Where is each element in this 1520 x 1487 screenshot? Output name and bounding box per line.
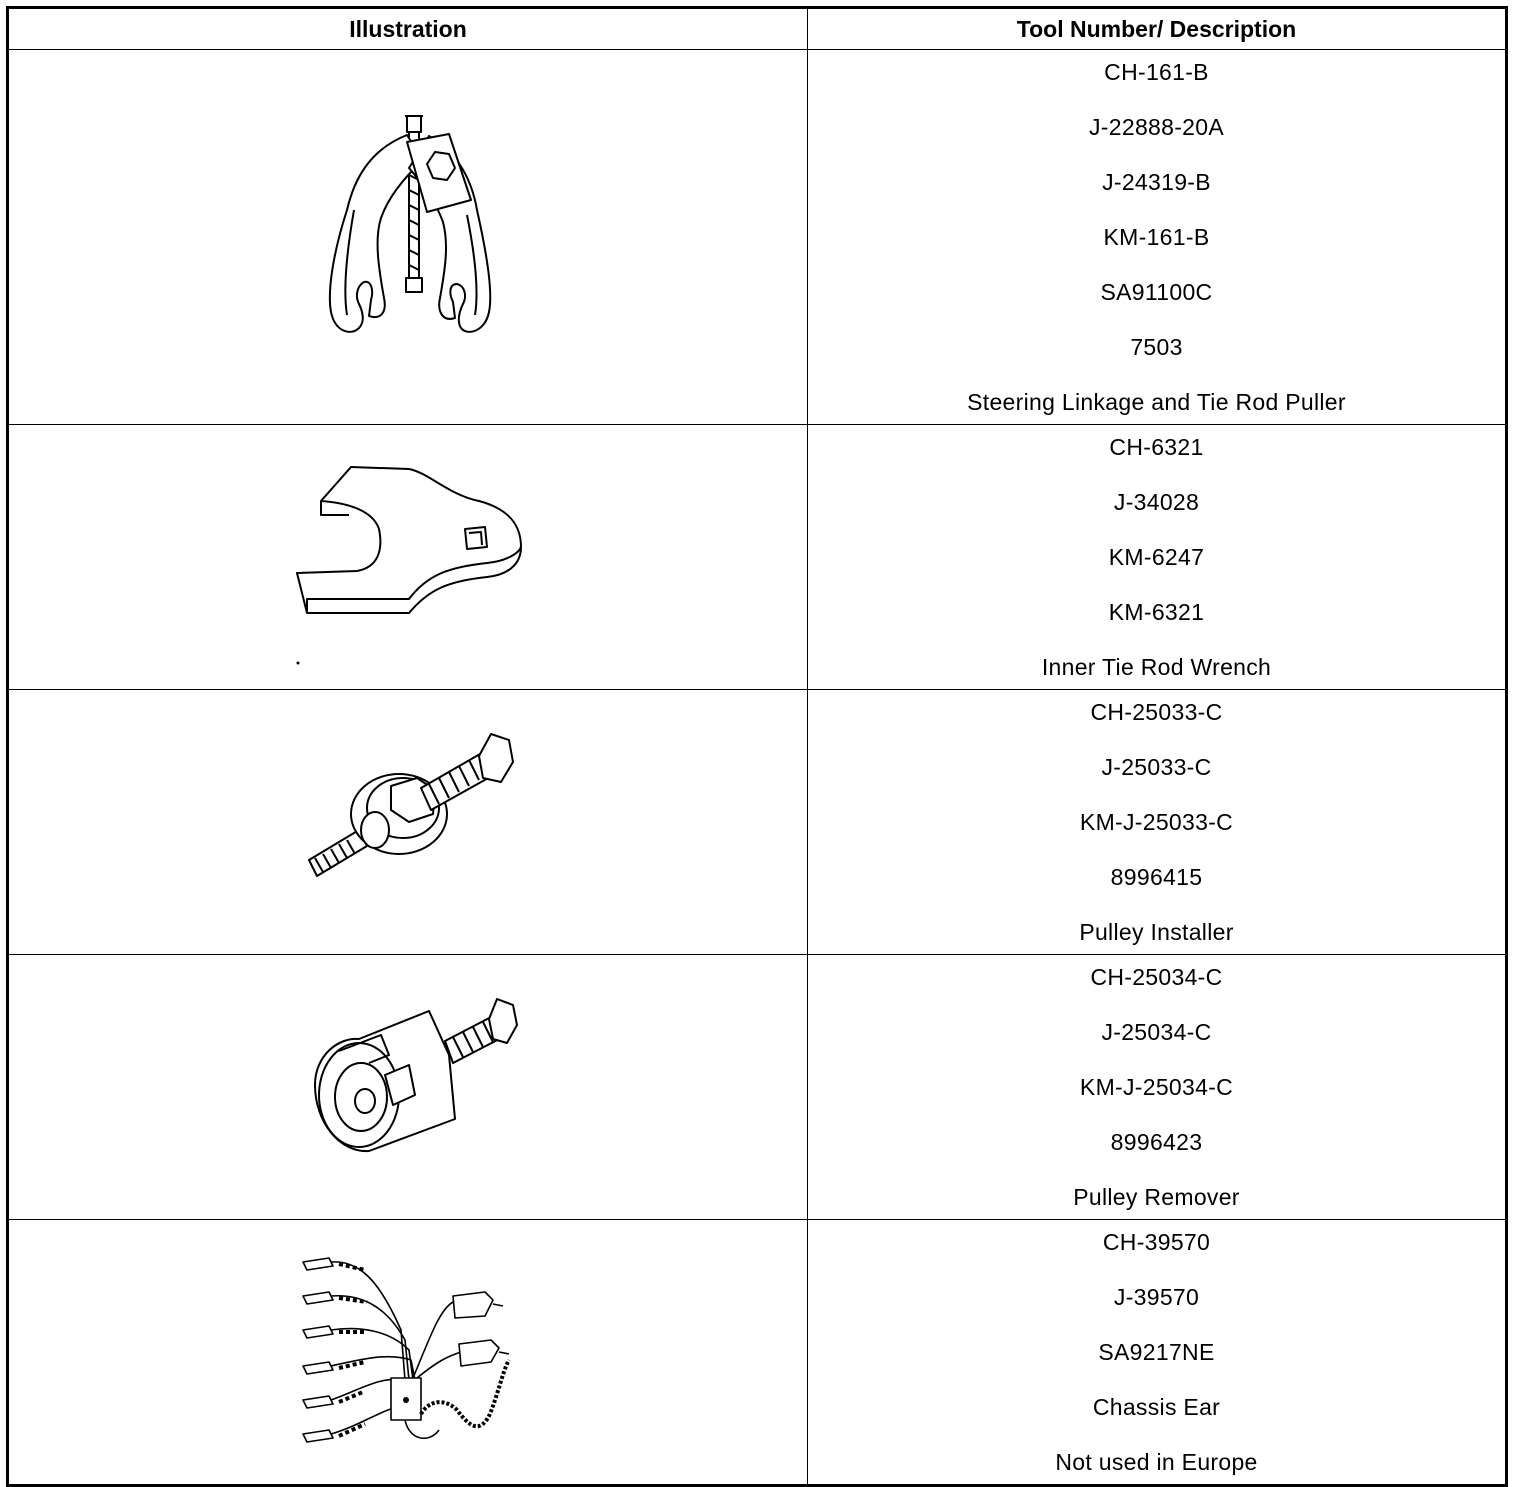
- pulley-installer-icon: [9, 690, 809, 952]
- tool-line: KM-J-25033-C: [1079, 809, 1234, 835]
- tool-line: KM-161-B: [1103, 224, 1210, 250]
- tool-line: J-39570: [1113, 1284, 1200, 1310]
- tool-line: Pulley Installer: [1079, 919, 1234, 945]
- description-cell: [808, 690, 1507, 955]
- tool-line: KM-6321: [1108, 599, 1205, 625]
- tool-line: CH-25033-C: [1090, 699, 1223, 725]
- tool-line: 7503: [1130, 334, 1183, 360]
- tool-line: J-24319-B: [1102, 169, 1211, 195]
- description-cell: [808, 955, 1507, 1220]
- description-cell: [808, 425, 1507, 690]
- tool-line: J-22888-20A: [1089, 114, 1224, 140]
- illustration-cell: [8, 50, 808, 425]
- tool-line: J-25033-C: [1101, 754, 1212, 780]
- column-header-illustration: Illustration: [8, 8, 808, 50]
- table-row: [8, 1220, 1507, 1486]
- tool-line: J-34028: [1113, 489, 1200, 515]
- tool-number-list: [808, 1220, 1505, 1484]
- illustration-cell: [8, 955, 808, 1220]
- tool-line: SA91100C: [1100, 279, 1213, 305]
- illustration-cell: [8, 425, 808, 690]
- inner-tie-rod-wrench-icon: [9, 425, 809, 687]
- table-row: [8, 425, 1507, 690]
- tool-number-list: [808, 425, 1505, 689]
- tool-line: Chassis Ear: [1092, 1394, 1221, 1420]
- tool-line: Not used in Europe: [1055, 1449, 1258, 1475]
- table-header-row: [8, 8, 1507, 50]
- tool-line: CH-6321: [1109, 434, 1204, 460]
- table-row: [8, 50, 1507, 425]
- description-cell: [808, 50, 1507, 425]
- tool-line: J-25034-C: [1101, 1019, 1212, 1045]
- illustration-cell: [8, 690, 808, 955]
- pulley-remover-icon: [9, 955, 809, 1217]
- description-cell: [808, 1220, 1507, 1486]
- tool-line: Pulley Remover: [1073, 1184, 1240, 1210]
- tie-rod-puller-icon: [9, 50, 809, 422]
- tool-line: CH-161-B: [1104, 59, 1209, 85]
- table-row: [8, 690, 1507, 955]
- tool-line: KM-J-25034-C: [1079, 1074, 1234, 1100]
- tool-number-list: [808, 690, 1505, 954]
- tool-line: 8996415: [1110, 864, 1203, 890]
- illustration-cell: [8, 1220, 808, 1486]
- tool-line: 8996423: [1110, 1129, 1203, 1155]
- tool-line: SA9217NE: [1098, 1339, 1215, 1365]
- special-tools-table: [6, 6, 1508, 1487]
- tool-line: CH-39570: [1102, 1229, 1211, 1255]
- table-row: [8, 955, 1507, 1220]
- tool-line: Inner Tie Rod Wrench: [1041, 654, 1272, 680]
- tool-line: CH-25034-C: [1090, 964, 1223, 990]
- tool-number-list: [808, 955, 1505, 1219]
- tool-number-list: [808, 50, 1505, 424]
- column-header-description: Tool Number/ Description: [808, 8, 1507, 50]
- tool-line: KM-6247: [1108, 544, 1205, 570]
- tool-line: Steering Linkage and Tie Rod Puller: [967, 389, 1346, 415]
- chassis-ear-icon: [9, 1220, 809, 1482]
